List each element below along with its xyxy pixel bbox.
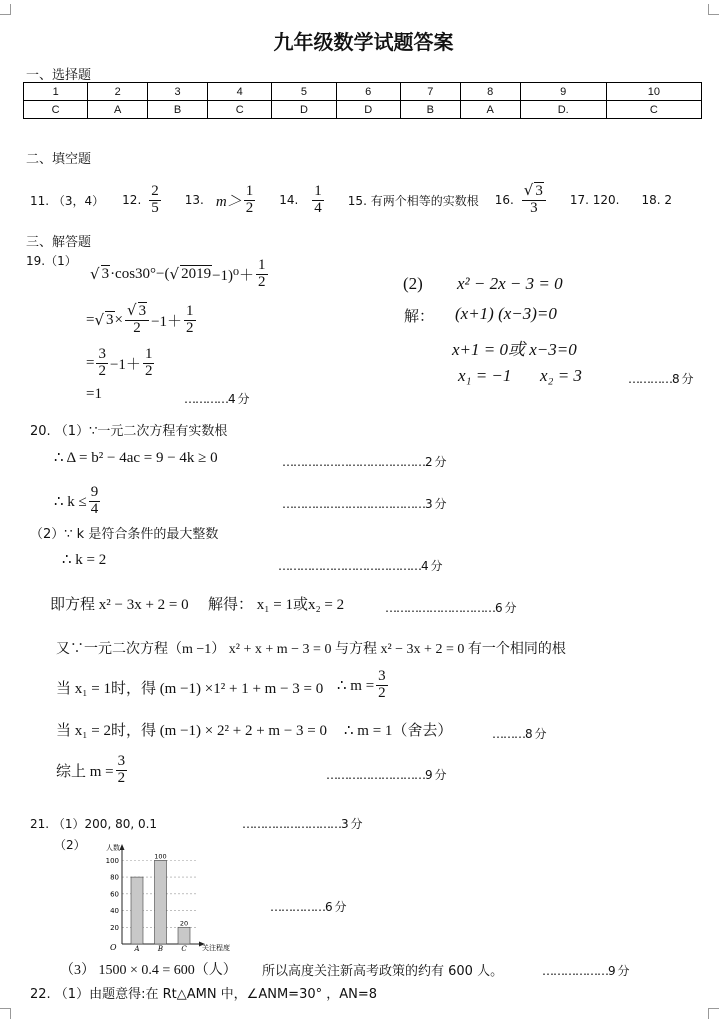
table-cell: 8 <box>460 83 520 101</box>
table-cell: 5 <box>272 83 336 101</box>
q13-label: 13. <box>184 193 204 207</box>
chart-x-ticks <box>133 945 187 952</box>
origin-label: O <box>110 943 117 952</box>
q19-part2-jie: 解： <box>404 307 435 325</box>
y-tick-label: 100 <box>105 856 119 865</box>
q21-part3-calc: （3） 1500 × 0.4 = 600（人） <box>60 963 237 978</box>
chart-y-ticks <box>106 857 119 932</box>
expression-text: ∴ k ≤ <box>54 493 87 510</box>
x-axis-label: 关注程度 <box>202 944 230 952</box>
q20-score-3: …………………………………3 分 <box>282 497 446 511</box>
q20-case1: 当 x₁ = 1时，得 (m −1) ×1² + 1 + m − 3 = 0 <box>56 681 324 697</box>
q19-score-4: …………4 分 <box>184 392 249 406</box>
numerator: 3 <box>117 752 126 769</box>
q18-answer: 18. 2 <box>641 193 673 207</box>
q21-part2-label: （2） <box>54 838 86 852</box>
fill-blank-answers <box>30 180 672 220</box>
q20-score-6: …………………………6 分 <box>385 601 516 615</box>
table-cell: C <box>606 101 701 119</box>
answer-table-answer-row <box>24 101 702 119</box>
table-cell: 10 <box>606 83 701 101</box>
bar-C <box>178 927 190 944</box>
radical-sign: √ <box>523 181 534 200</box>
q20-case2-result: ∴ m = 1（舍去） <box>344 723 453 739</box>
q14-fraction <box>312 184 324 217</box>
crop-mark-bottom-left <box>0 1008 11 1019</box>
numerator: 3 <box>98 345 106 362</box>
q17-answer: 17. 120. <box>569 193 620 207</box>
table-cell: B <box>400 101 460 119</box>
y-axis-arrow-icon <box>120 844 125 850</box>
radicand: 3 <box>106 312 114 328</box>
table-cell: D <box>336 101 400 119</box>
table-cell: C <box>24 101 88 119</box>
table-cell: D. <box>520 101 606 119</box>
denominator: 2 <box>186 319 194 336</box>
q19-label: 19.（1） <box>26 254 77 268</box>
x-tick-label: A <box>134 945 140 952</box>
bar-chart <box>96 842 256 952</box>
q20-line1: 20. （1）∵一元二次方程有实数根 <box>30 424 228 439</box>
q20-discriminant: ∴ Δ = b² − 4ac = 9 − 4k ≥ 0 <box>54 450 218 466</box>
radicand: 3 <box>138 303 147 320</box>
q20-k-range <box>54 482 102 520</box>
section1-heading: 一、选择题 <box>26 68 92 83</box>
radical-sign: √ <box>169 265 180 283</box>
crop-mark-top-right <box>708 4 719 15</box>
crop-mark-top-left <box>0 4 11 15</box>
q20-score-9: ………………………9 分 <box>326 768 446 782</box>
numerator: 3 <box>378 667 386 684</box>
y-tick-label: 20 <box>110 923 119 932</box>
q20-case1-result <box>337 666 390 704</box>
y-tick-label: 80 <box>110 873 119 882</box>
q19-part2-root2: x₂ = 3 <box>540 366 582 385</box>
table-cell: C <box>208 101 272 119</box>
q16-fraction <box>522 183 546 217</box>
q20-case2: 当 x₁ = 2时，得 (m −1) × 2² + 2 + m − 3 = 0 <box>56 723 328 739</box>
numerator: 1 <box>314 182 322 199</box>
expression-text: −1＋ <box>151 313 183 330</box>
three-halves-fraction <box>116 754 128 787</box>
q16-label: 16. <box>494 193 514 207</box>
radical-sign: √ <box>94 311 105 329</box>
nine-fourths-fraction <box>89 485 101 518</box>
q20-k-value: ∴ k = 2 <box>62 552 107 568</box>
radicand: 2019 <box>181 266 212 282</box>
x-tick-label: B <box>157 945 164 952</box>
expression-text: ·cos30°−( <box>110 265 170 282</box>
table-cell: 9 <box>520 83 606 101</box>
bar-B <box>155 860 167 944</box>
q11-answer: 11. （3，4） <box>30 193 105 208</box>
expression-text: ∴ m = <box>337 677 375 694</box>
q12-fraction <box>149 184 161 217</box>
q20-part2-line: （2）∵ k 是符合条件的最大整数 <box>30 527 219 542</box>
table-cell: 6 <box>336 83 400 101</box>
q21-score-6: ……………6 分 <box>270 900 346 914</box>
q20-score-2: …………………………………2 分 <box>282 455 446 469</box>
data-label: 100 <box>154 852 167 861</box>
numerator: 2 <box>151 182 159 199</box>
q19-part2-equation: x² − 2x − 3 = 0 <box>457 274 563 293</box>
page-title: 九年级数学试题答案 <box>273 30 454 54</box>
half-fraction <box>143 347 155 380</box>
q21-score-3: ………………………3 分 <box>242 817 362 831</box>
table-cell: 1 <box>24 83 88 101</box>
answer-table-number-row <box>24 83 702 101</box>
q21-line1: 21. （1）200, 80, 0.1 <box>30 817 158 831</box>
numerator: 1 <box>144 345 153 362</box>
q21-score-9: ………………9 分 <box>542 964 629 978</box>
numerator: 9 <box>90 483 99 500</box>
radicand: 3 <box>101 266 110 282</box>
table-cell: B <box>148 101 208 119</box>
x-tick-label: C <box>181 945 187 952</box>
q13-fraction <box>244 184 256 217</box>
data-label: 20 <box>179 919 189 928</box>
expression-text: 综上 m = <box>56 763 114 780</box>
denominator: 2 <box>245 199 254 216</box>
denominator: 4 <box>314 199 322 216</box>
half-fraction <box>256 258 268 291</box>
q20-equation: 即方程 x² − 3x + 2 = 0 <box>50 597 189 613</box>
denominator: 2 <box>117 769 126 786</box>
q22-line1: 22. （1）由题意得:在 Rt△AMN 中，∠ANM=30° ，AN=8 <box>30 987 378 1002</box>
q12-label: 12. <box>122 193 142 207</box>
section3-heading: 三、解答题 <box>26 235 92 250</box>
radical-sign: √ <box>127 301 137 320</box>
times-sign: × <box>114 311 123 328</box>
table-cell: 3 <box>148 83 208 101</box>
radicand: 3 <box>535 183 543 200</box>
q19-part2-root1: x₁ = −1 <box>458 366 512 385</box>
q20-conclusion <box>56 750 129 790</box>
table-cell: A <box>460 101 520 119</box>
expression-text: −1)⁰＋ <box>212 267 255 284</box>
equals-sign: = <box>86 354 95 371</box>
q21-part3-conclusion: 所以高度关注新高考政策的约有 600 人。 <box>262 964 504 979</box>
crop-mark-bottom-right <box>708 1008 719 1019</box>
denominator: 5 <box>151 199 159 216</box>
table-cell: 2 <box>88 83 148 101</box>
denominator: 2 <box>133 320 141 336</box>
section2-heading: 二、填空题 <box>26 152 92 167</box>
table-cell: 4 <box>208 83 272 101</box>
q13-expression: m＞ <box>215 193 242 210</box>
y-tick-label: 40 <box>110 907 119 916</box>
numerator: 1 <box>186 302 194 319</box>
expression-text: −1＋ <box>109 356 141 373</box>
half-fraction <box>184 304 196 337</box>
q19-part2-factored: (x+1) (x−3)=0 <box>455 304 557 323</box>
q19-line1 <box>90 255 270 293</box>
answer-table <box>23 82 702 119</box>
numerator: 1 <box>245 182 254 199</box>
chart-bars <box>131 852 190 944</box>
denominator: 3 <box>530 200 538 216</box>
equals-sign: = <box>86 311 95 328</box>
q19-score-8: …………8 分 <box>628 372 693 386</box>
q19-line2 <box>86 300 198 340</box>
q19-line3 <box>86 344 156 382</box>
q20-roots: 解得： x₁ = 1或x₂ = 2 <box>208 597 345 613</box>
denominator: 2 <box>144 362 153 379</box>
y-tick-label: 60 <box>110 890 119 899</box>
q14-label: 14. <box>279 193 299 207</box>
radical-sign: √ <box>90 265 100 283</box>
numerator: 1 <box>258 256 266 273</box>
q19-part2-cases: x+1 = 0或 x−3=0 <box>452 340 577 359</box>
q20-score-8: ………8 分 <box>492 727 546 741</box>
bar-A <box>131 877 143 944</box>
three-halves-fraction <box>96 347 108 380</box>
q20-score-4: …………………………………4 分 <box>278 559 442 573</box>
table-cell: A <box>88 101 148 119</box>
denominator: 2 <box>378 684 386 701</box>
sqrt3-over-2-fraction <box>125 303 149 337</box>
y-axis-label: 人数 <box>106 844 120 852</box>
q19-part2-label: (2) <box>403 274 423 293</box>
table-cell: 7 <box>400 83 460 101</box>
denominator: 2 <box>258 273 266 290</box>
q19-line4: =1 <box>86 386 102 402</box>
q20-common-root-line: 又∵一元二次方程（m −1） x² + x + m − 3 = 0 与方程 x² − 3x + 2 = 0 有一个相同的根 <box>56 642 566 657</box>
denominator: 2 <box>98 362 106 379</box>
q15-answer: 15. 有两个相等的实数根 <box>347 193 479 208</box>
denominator: 4 <box>90 500 99 517</box>
table-cell: D <box>272 101 336 119</box>
three-halves-fraction <box>376 669 388 702</box>
